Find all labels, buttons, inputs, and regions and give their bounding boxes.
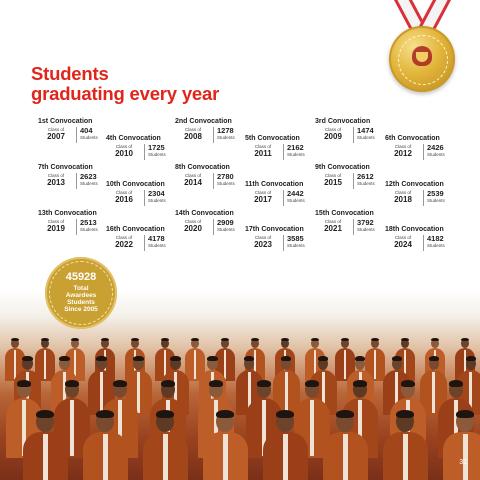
student-count: 404 bbox=[80, 126, 93, 135]
entry-divider bbox=[213, 173, 214, 189]
graduate-stole bbox=[283, 434, 288, 480]
convocation-title: 17th Convocation bbox=[245, 226, 304, 233]
convocation-title: 12th Convocation bbox=[385, 181, 444, 188]
graduate-hair bbox=[431, 338, 439, 342]
total-label-3: Students bbox=[67, 299, 95, 306]
graduate-stole bbox=[432, 372, 435, 413]
student-count: 2513 bbox=[80, 218, 97, 227]
graduate-hair bbox=[466, 356, 477, 361]
graduate-hair bbox=[281, 356, 292, 361]
class-year: 2023 bbox=[254, 240, 272, 249]
entry-divider bbox=[213, 219, 214, 235]
class-of-label: Class of bbox=[47, 219, 65, 224]
graduate-hair bbox=[311, 338, 319, 342]
graduate-hair bbox=[276, 410, 294, 419]
total-label-2: Awardees bbox=[65, 292, 97, 299]
graduate-hair bbox=[461, 338, 469, 342]
graduate-hair bbox=[305, 380, 319, 387]
student-count: 2304 bbox=[148, 189, 165, 198]
class-year: 2019 bbox=[47, 224, 65, 233]
class-of-label: Class of bbox=[394, 144, 412, 149]
students-label: Students bbox=[287, 152, 305, 157]
convocation-title: 14th Convocation bbox=[175, 210, 234, 217]
entry-divider bbox=[353, 219, 354, 235]
class-of-block bbox=[106, 144, 142, 158]
class-of-block bbox=[245, 144, 281, 158]
class-year: 2009 bbox=[324, 132, 342, 141]
convocation-entry bbox=[175, 164, 255, 204]
graduate-hair bbox=[207, 356, 218, 361]
convocation-title: 4th Convocation bbox=[106, 135, 161, 142]
graduate-stole bbox=[70, 400, 74, 456]
students-label: Students bbox=[80, 227, 98, 232]
students-label: Students bbox=[357, 181, 375, 186]
students-label: Students bbox=[217, 135, 235, 140]
graduate-hair bbox=[251, 338, 259, 342]
graduate-stole bbox=[43, 434, 48, 480]
entry-divider bbox=[76, 173, 77, 189]
graduate-hair bbox=[216, 410, 234, 419]
graduate-stole bbox=[285, 372, 288, 413]
convocation-title: 2nd Convocation bbox=[175, 118, 232, 125]
entry-divider bbox=[144, 190, 145, 206]
graduate-stole bbox=[463, 434, 468, 480]
students-label: Students bbox=[427, 198, 445, 203]
graduate-hair bbox=[257, 380, 271, 387]
graduate-hair bbox=[221, 338, 229, 342]
student-count-block bbox=[217, 127, 235, 140]
graduate-stole bbox=[374, 350, 376, 379]
convocation-title: 15th Convocation bbox=[315, 210, 374, 217]
students-label: Students bbox=[217, 181, 235, 186]
students-label: Students bbox=[357, 227, 375, 232]
graduate-stole bbox=[310, 400, 314, 456]
class-year: 2008 bbox=[184, 132, 202, 141]
convocation-entry bbox=[175, 118, 255, 158]
convocation-title: 1st Convocation bbox=[38, 118, 93, 125]
entry-divider bbox=[76, 219, 77, 235]
class-year: 2010 bbox=[115, 149, 133, 158]
student-count-block bbox=[357, 173, 375, 186]
students-label: Students bbox=[80, 181, 98, 186]
student-count-block bbox=[357, 127, 375, 140]
graduate-stole bbox=[44, 350, 46, 379]
class-year: 2016 bbox=[115, 195, 133, 204]
graduate-stole bbox=[223, 434, 228, 480]
class-of-label: Class of bbox=[47, 173, 65, 178]
graduate-hair bbox=[133, 356, 144, 361]
student-count: 4182 bbox=[427, 234, 444, 243]
graduate-hair bbox=[355, 356, 366, 361]
graduate-robe bbox=[443, 432, 480, 480]
class-of-block bbox=[38, 219, 74, 233]
graduate-hair bbox=[318, 356, 329, 361]
class-of-label: Class of bbox=[324, 219, 342, 224]
graduate-hair bbox=[41, 338, 49, 342]
page-number: 31 bbox=[459, 459, 467, 466]
student-count: 1278 bbox=[217, 126, 234, 135]
class-of-label: Class of bbox=[47, 127, 65, 132]
convocation-title: 7th Convocation bbox=[38, 164, 93, 171]
graduate-stole bbox=[344, 350, 346, 379]
convocation-title: 11th Convocation bbox=[245, 181, 304, 188]
graduate-hair bbox=[59, 356, 70, 361]
convocation-entry bbox=[385, 226, 465, 266]
entry-divider bbox=[144, 235, 145, 251]
convocation-entry bbox=[385, 135, 465, 175]
student-count-block bbox=[80, 127, 98, 140]
convocation-title: 3rd Convocation bbox=[315, 118, 371, 125]
convocation-entry bbox=[245, 135, 325, 175]
graduate-hair bbox=[11, 338, 19, 342]
convocation-entry bbox=[106, 181, 186, 221]
students-label: Students bbox=[427, 243, 445, 248]
graduate-hair bbox=[161, 338, 169, 342]
class-of-label: Class of bbox=[184, 219, 202, 224]
student-count: 4178 bbox=[148, 234, 165, 243]
convocation-title: 9th Convocation bbox=[315, 164, 370, 171]
convocation-entry bbox=[315, 210, 395, 250]
entry-divider bbox=[283, 144, 284, 160]
graduate-hair bbox=[401, 338, 409, 342]
graduate-stole bbox=[103, 434, 108, 480]
class-year: 2011 bbox=[254, 149, 272, 158]
total-number: 45928 bbox=[65, 271, 97, 283]
student-count: 1474 bbox=[357, 126, 374, 135]
class-of-block bbox=[385, 235, 421, 249]
graduate-hair bbox=[101, 338, 109, 342]
graduate-hair bbox=[131, 338, 139, 342]
class-of-block bbox=[245, 190, 281, 204]
class-of-label: Class of bbox=[254, 190, 272, 195]
class-year: 2007 bbox=[47, 132, 65, 141]
graduate-stole bbox=[403, 434, 408, 480]
students-label: Students bbox=[357, 135, 375, 140]
convocation-title: 8th Convocation bbox=[175, 164, 230, 171]
class-of-block bbox=[106, 235, 142, 249]
class-year: 2017 bbox=[254, 195, 272, 204]
student-count-block bbox=[217, 219, 235, 232]
graduate-hair bbox=[113, 380, 127, 387]
class-year: 2012 bbox=[394, 149, 412, 158]
graduate-hair bbox=[396, 410, 414, 419]
graduate-hair bbox=[22, 356, 33, 361]
class-of-label: Class of bbox=[394, 235, 412, 240]
entry-divider bbox=[213, 127, 214, 143]
student-count: 2780 bbox=[217, 172, 234, 181]
graduate-hair bbox=[353, 380, 367, 387]
graduate-stole bbox=[224, 350, 226, 379]
class-year: 2021 bbox=[324, 224, 342, 233]
students-label: Students bbox=[148, 152, 166, 157]
student-count-block bbox=[287, 144, 305, 157]
graduate-hair bbox=[392, 356, 403, 361]
class-of-label: Class of bbox=[115, 144, 133, 149]
student-count-block bbox=[427, 190, 445, 203]
graduate-hair bbox=[341, 338, 349, 342]
class-of-label: Class of bbox=[184, 173, 202, 178]
graduate-stole bbox=[163, 434, 168, 480]
student-count: 2442 bbox=[287, 189, 304, 198]
class-year: 2013 bbox=[47, 178, 65, 187]
student-count: 2612 bbox=[357, 172, 374, 181]
student-count-block bbox=[80, 219, 98, 232]
student-count-block bbox=[217, 173, 235, 186]
convocation-entry bbox=[245, 226, 325, 266]
student-count-block bbox=[427, 144, 445, 157]
class-of-block bbox=[385, 190, 421, 204]
class-of-label: Class of bbox=[394, 190, 412, 195]
graduate-hair bbox=[96, 410, 114, 419]
graduate-hair bbox=[96, 356, 107, 361]
student-count-block bbox=[148, 190, 166, 203]
student-count-block bbox=[80, 173, 98, 186]
class-of-label: Class of bbox=[184, 127, 202, 132]
entry-divider bbox=[353, 127, 354, 143]
entry-divider bbox=[283, 235, 284, 251]
entry-divider bbox=[423, 144, 424, 160]
convocation-entry bbox=[175, 210, 255, 250]
student-count: 2909 bbox=[217, 218, 234, 227]
total-label-1: Total bbox=[73, 285, 89, 292]
class-of-block bbox=[245, 235, 281, 249]
class-of-block bbox=[38, 173, 74, 187]
class-of-block bbox=[385, 144, 421, 158]
class-of-label: Class of bbox=[324, 127, 342, 132]
convocation-title: 5th Convocation bbox=[245, 135, 300, 142]
graduate-stole bbox=[194, 350, 196, 379]
students-label: Students bbox=[287, 243, 305, 248]
class-of-label: Class of bbox=[254, 235, 272, 240]
students-label: Students bbox=[427, 152, 445, 157]
class-of-block bbox=[38, 127, 74, 141]
graduate-hair bbox=[17, 380, 31, 387]
graduate-hair bbox=[156, 410, 174, 419]
student-count-block bbox=[287, 190, 305, 203]
student-count: 3792 bbox=[357, 218, 374, 227]
graduate-hair bbox=[449, 380, 463, 387]
convocation-entry bbox=[245, 181, 325, 221]
heading-line-1: Students bbox=[31, 63, 109, 84]
student-count-block bbox=[287, 235, 305, 248]
class-of-label: Class of bbox=[324, 173, 342, 178]
graduate-hair bbox=[456, 410, 474, 419]
convocation-entry bbox=[106, 226, 186, 266]
convocation-entry bbox=[385, 181, 465, 221]
graduate-hair bbox=[429, 356, 440, 361]
students-label: Students bbox=[148, 198, 166, 203]
student-count: 2623 bbox=[80, 172, 97, 181]
student-count-block bbox=[427, 235, 445, 248]
class-year: 2014 bbox=[184, 178, 202, 187]
convocation-title: 10th Convocation bbox=[106, 181, 165, 188]
student-count: 2426 bbox=[427, 143, 444, 152]
class-of-label: Class of bbox=[115, 235, 133, 240]
graduate-hair bbox=[371, 338, 379, 342]
student-count-block bbox=[148, 144, 166, 157]
graduate-hair bbox=[244, 356, 255, 361]
student-count-block bbox=[148, 235, 166, 248]
graduate-hair bbox=[36, 410, 54, 419]
university-medal bbox=[389, 26, 455, 92]
class-year: 2024 bbox=[394, 240, 412, 249]
entry-divider bbox=[144, 144, 145, 160]
graduate-stole bbox=[137, 372, 140, 413]
student-count: 2162 bbox=[287, 143, 304, 152]
convocation-title: 18th Convocation bbox=[385, 226, 444, 233]
graduate-hair bbox=[71, 338, 79, 342]
convocation-entry bbox=[106, 135, 186, 175]
graduate-hair bbox=[336, 410, 354, 419]
students-label: Students bbox=[287, 198, 305, 203]
convocation-title: 13th Convocation bbox=[38, 210, 97, 217]
total-label-4: Since 2005 bbox=[64, 306, 98, 313]
student-count: 1725 bbox=[148, 143, 165, 152]
convocation-entry bbox=[315, 118, 395, 158]
students-label: Students bbox=[80, 135, 98, 140]
graduate-stole bbox=[100, 372, 103, 413]
class-of-label: Class of bbox=[254, 144, 272, 149]
convocation-title: 6th Convocation bbox=[385, 135, 440, 142]
class-of-block bbox=[106, 190, 142, 204]
graduate-hair bbox=[65, 380, 79, 387]
graduate-hair bbox=[209, 380, 223, 387]
convocation-title: 16th Convocation bbox=[106, 226, 165, 233]
graduate-hair bbox=[281, 338, 289, 342]
graduate-hair bbox=[170, 356, 181, 361]
convocation-entry bbox=[315, 164, 395, 204]
class-year: 2015 bbox=[324, 178, 342, 187]
graduate-hair bbox=[401, 380, 415, 387]
total-awardees-badge bbox=[45, 257, 117, 329]
student-count: 3585 bbox=[287, 234, 304, 243]
class-year: 2018 bbox=[394, 195, 412, 204]
graduate-stole bbox=[343, 434, 348, 480]
class-of-label: Class of bbox=[115, 190, 133, 195]
entry-divider bbox=[423, 235, 424, 251]
students-label: Students bbox=[148, 243, 166, 248]
class-year: 2020 bbox=[184, 224, 202, 233]
class-year: 2022 bbox=[115, 240, 133, 249]
entry-divider bbox=[353, 173, 354, 189]
entry-divider bbox=[423, 190, 424, 206]
graduate-hair bbox=[191, 338, 199, 342]
student-count: 2539 bbox=[427, 189, 444, 198]
entry-divider bbox=[283, 190, 284, 206]
students-label: Students bbox=[217, 227, 235, 232]
entry-divider bbox=[76, 127, 77, 143]
heading-line-2: graduating every year bbox=[31, 83, 220, 104]
student-count-block bbox=[357, 219, 375, 232]
page-heading bbox=[31, 64, 219, 104]
graduate-hair bbox=[161, 380, 175, 387]
